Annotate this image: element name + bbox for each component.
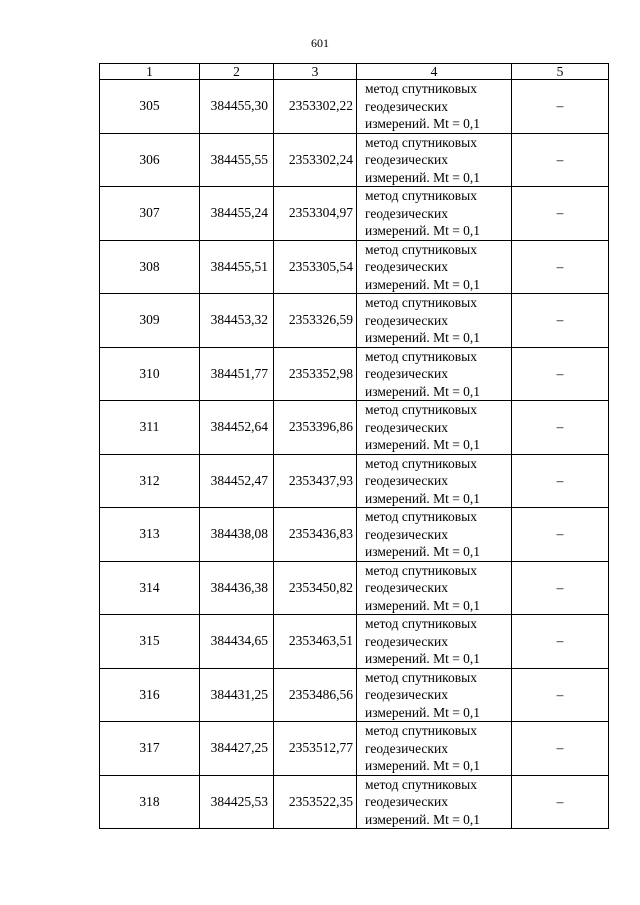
y-coordinate-cell: 2353302,22 — [274, 80, 357, 134]
note-dash: – — [556, 365, 564, 381]
y-coordinate-cell: 2353463,51 — [274, 615, 357, 669]
method-line: измерений. Mt = 0,1 — [365, 116, 481, 131]
y-coordinate-cell: 2353302,24 — [274, 133, 357, 187]
method-line: метод спутниковых — [365, 669, 477, 685]
x-coordinate-cell: 384455,30 — [200, 80, 274, 134]
table-row — [100, 454, 609, 508]
x-coordinate-cell: 384427,25 — [200, 722, 274, 776]
method-line: измерений. Mt = 0,1 — [365, 704, 481, 720]
note-cell — [512, 561, 609, 615]
x-coordinate-cell: 384452,64 — [200, 401, 274, 455]
method-line: измерений. Mt = 0,1 — [365, 437, 481, 452]
point-number-cell: 309 — [100, 294, 200, 348]
point-number-cell: 308 — [100, 240, 200, 294]
method-line: измерений. Mt = 0,1 — [365, 169, 481, 185]
method-cell — [357, 133, 512, 187]
note-cell — [512, 401, 609, 455]
point-number-cell: 314 — [100, 561, 200, 615]
x-coordinate-cell: 384436,38 — [200, 561, 274, 615]
y-coordinate-cell: 2353352,98 — [274, 347, 357, 401]
note-dash: – — [556, 205, 564, 221]
method-cell — [357, 294, 512, 348]
y-coordinate-cell: 2353304,97 — [274, 187, 357, 241]
table-row — [100, 401, 609, 455]
note-dash: – — [556, 98, 564, 114]
table-row — [100, 133, 609, 187]
point-number-cell: 313 — [100, 508, 200, 562]
x-coordinate-cell: 384451,77 — [200, 347, 274, 401]
point-number-cell: 307 — [100, 187, 200, 241]
table-row — [100, 347, 609, 401]
y-coordinate-cell: 2353522,35 — [274, 775, 357, 829]
method-line: метод спутниковых — [365, 241, 477, 257]
method-line: геодезических — [365, 687, 448, 702]
method-line: геодезических — [365, 312, 448, 328]
x-coordinate-cell: 384425,53 — [200, 775, 274, 829]
method-line: измерений. Mt = 0,1 — [365, 597, 481, 613]
note-dash: – — [556, 793, 564, 809]
note-cell — [512, 454, 609, 508]
method-line: метод спутниковых — [365, 776, 477, 792]
method-line: измерений. Mt = 0,1 — [365, 223, 481, 238]
x-coordinate-cell: 384431,25 — [200, 668, 274, 722]
method-cell — [357, 668, 512, 722]
x-coordinate-cell: 384455,55 — [200, 133, 274, 187]
point-number-cell: 312 — [100, 454, 200, 508]
method-line: геодезических — [365, 205, 448, 221]
table-body — [100, 80, 609, 829]
note-dash: – — [556, 579, 564, 595]
method-line: геодезических — [365, 633, 448, 649]
x-coordinate-cell: 384438,08 — [200, 508, 274, 562]
point-number-cell: 318 — [100, 775, 200, 829]
method-line: метод спутниковых — [365, 188, 477, 203]
method-line: геодезических — [365, 259, 448, 274]
note-cell — [512, 668, 609, 722]
table-row — [100, 722, 609, 776]
method-cell — [357, 615, 512, 669]
column-header-4: 4 — [357, 64, 512, 80]
method-cell — [357, 401, 512, 455]
note-cell — [512, 615, 609, 669]
method-line: метод спутниковых — [365, 134, 477, 150]
method-line: измерений. Mt = 0,1 — [365, 758, 481, 773]
method-line: геодезических — [365, 98, 448, 114]
method-line: измерений. Mt = 0,1 — [365, 490, 481, 506]
note-cell — [512, 347, 609, 401]
method-line: метод спутниковых — [365, 616, 477, 631]
y-coordinate-cell: 2353450,82 — [274, 561, 357, 615]
method-line: геодезических — [365, 473, 448, 488]
note-dash: – — [556, 526, 564, 542]
x-coordinate-cell: 384434,65 — [200, 615, 274, 669]
method-line: измерений. Mt = 0,1 — [365, 330, 481, 345]
table-row — [100, 240, 609, 294]
point-number-cell: 306 — [100, 133, 200, 187]
x-coordinate-cell: 384455,51 — [200, 240, 274, 294]
method-cell — [357, 561, 512, 615]
note-cell — [512, 722, 609, 776]
table-row — [100, 561, 609, 615]
table-row — [100, 508, 609, 562]
note-dash: – — [556, 686, 564, 702]
table-row — [100, 668, 609, 722]
method-line: геодезических — [365, 526, 448, 542]
table-row — [100, 187, 609, 241]
note-dash: – — [556, 740, 564, 756]
y-coordinate-cell: 2353436,83 — [274, 508, 357, 562]
method-line: измерений. Mt = 0,1 — [365, 651, 481, 666]
point-number-cell: 305 — [100, 80, 200, 134]
method-cell — [357, 347, 512, 401]
note-dash: – — [556, 419, 564, 435]
table-header — [100, 64, 609, 80]
header-row — [100, 64, 609, 80]
method-cell — [357, 508, 512, 562]
method-line: метод спутниковых — [365, 295, 477, 310]
note-cell — [512, 80, 609, 134]
page-number: 601 — [311, 36, 329, 50]
method-cell — [357, 240, 512, 294]
column-header-1: 1 — [100, 64, 200, 80]
method-line: метод спутниковых — [365, 348, 477, 364]
method-line: геодезических — [365, 419, 448, 435]
method-cell — [357, 187, 512, 241]
method-line: метод спутниковых — [365, 81, 477, 96]
y-coordinate-cell: 2353305,54 — [274, 240, 357, 294]
method-line: метод спутниковых — [365, 723, 477, 738]
method-line: измерений. Mt = 0,1 — [365, 811, 481, 827]
y-coordinate-cell: 2353437,93 — [274, 454, 357, 508]
y-coordinate-cell: 2353486,56 — [274, 668, 357, 722]
note-dash: – — [556, 472, 564, 488]
table-row — [100, 80, 609, 134]
point-number-cell: 316 — [100, 668, 200, 722]
method-cell — [357, 775, 512, 829]
note-cell — [512, 240, 609, 294]
note-cell — [512, 508, 609, 562]
point-number-cell: 311 — [100, 401, 200, 455]
point-number-cell: 317 — [100, 722, 200, 776]
method-cell — [357, 80, 512, 134]
note-dash: – — [556, 633, 564, 649]
point-number-cell: 315 — [100, 615, 200, 669]
column-header-5: 5 — [512, 64, 609, 80]
y-coordinate-cell: 2353326,59 — [274, 294, 357, 348]
note-dash: – — [556, 151, 564, 167]
method-line: геодезических — [365, 740, 448, 756]
note-cell — [512, 294, 609, 348]
column-header-2: 2 — [200, 64, 274, 80]
point-number-cell: 310 — [100, 347, 200, 401]
column-header-3: 3 — [274, 64, 357, 80]
x-coordinate-cell: 384455,24 — [200, 187, 274, 241]
y-coordinate-cell: 2353512,77 — [274, 722, 357, 776]
table-row — [100, 615, 609, 669]
method-line: метод спутниковых — [365, 509, 477, 524]
note-cell — [512, 775, 609, 829]
method-line: метод спутниковых — [365, 402, 477, 417]
method-line: метод спутниковых — [365, 455, 477, 471]
note-cell — [512, 187, 609, 241]
method-line: измерений. Mt = 0,1 — [365, 544, 481, 559]
method-cell — [357, 454, 512, 508]
method-line: измерений. Mt = 0,1 — [365, 383, 481, 399]
y-coordinate-cell: 2353396,86 — [274, 401, 357, 455]
method-line: геодезических — [365, 152, 448, 167]
note-cell — [512, 133, 609, 187]
method-line: геодезических — [365, 580, 448, 595]
x-coordinate-cell: 384453,32 — [200, 294, 274, 348]
table-row — [100, 775, 609, 829]
x-coordinate-cell: 384452,47 — [200, 454, 274, 508]
method-line: измерений. Mt = 0,1 — [365, 276, 481, 292]
method-line: геодезических — [365, 794, 448, 809]
method-line: метод спутниковых — [365, 562, 477, 578]
note-dash: – — [556, 258, 564, 274]
method-cell — [357, 722, 512, 776]
note-dash: – — [556, 312, 564, 328]
method-line: геодезических — [365, 366, 448, 381]
coordinates-table — [99, 63, 609, 829]
table-row — [100, 294, 609, 348]
